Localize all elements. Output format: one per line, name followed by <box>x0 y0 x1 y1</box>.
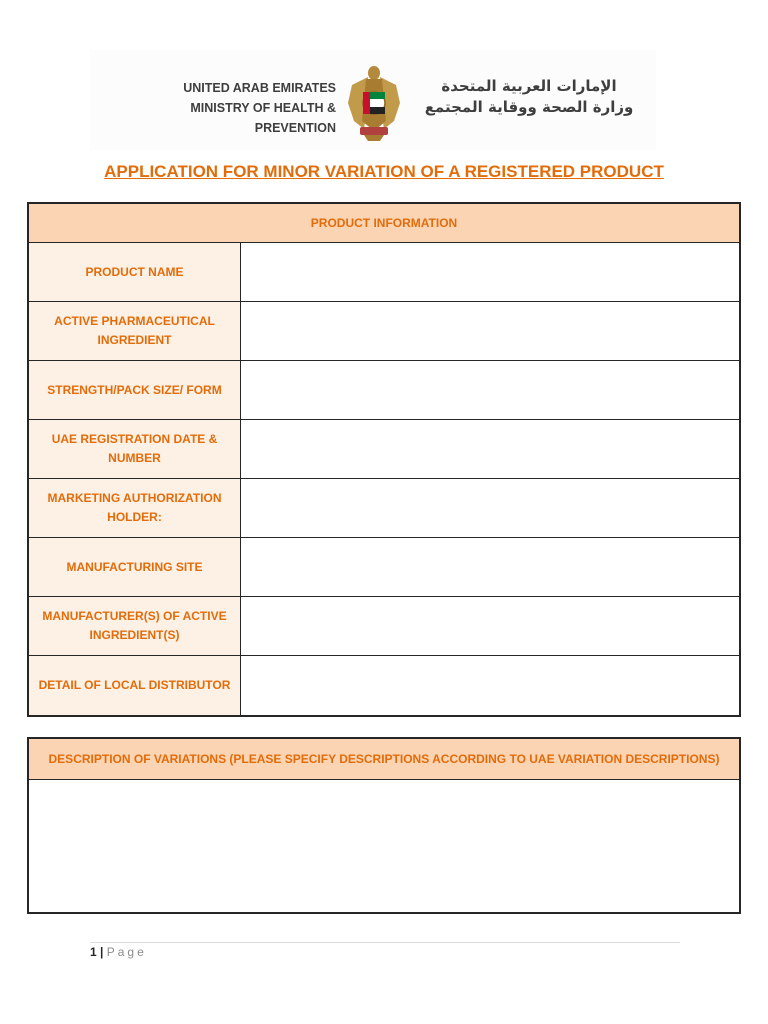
letterhead-ministry-ar: وزارة الصحة ووقاية المجتمع <box>424 98 634 116</box>
field-label-strength-pack-form: STRENGTH/PACK SIZE/ FORM <box>29 361 241 419</box>
table-row <box>29 656 739 715</box>
page-number: 1 <box>90 945 97 959</box>
uae-emblem-icon <box>344 63 404 143</box>
letterhead <box>90 50 656 150</box>
field-label-product-name: PRODUCT NAME <box>29 243 241 301</box>
field-value-api-manufacturers[interactable] <box>241 597 739 655</box>
table-row <box>29 361 739 420</box>
letterhead-country: UNITED ARAB EMIRATES <box>183 81 336 95</box>
variations-section <box>27 737 741 914</box>
letterhead-english <box>108 78 336 138</box>
letterhead-ministry: MINISTRY OF HEALTH & PREVENTION <box>190 101 336 135</box>
table-row <box>29 538 739 597</box>
table-row <box>29 479 739 538</box>
field-label-registration-date-number: UAE REGISTRATION DATE & NUMBER <box>29 420 241 478</box>
field-value-product-name[interactable] <box>241 243 739 301</box>
footer-divider <box>90 942 680 943</box>
field-label-local-distributor: DETAIL OF LOCAL DISTRIBUTOR <box>29 656 241 715</box>
field-value-registration-date-number[interactable] <box>241 420 739 478</box>
product-information-header: PRODUCT INFORMATION <box>29 204 739 243</box>
field-label-manufacturing-site: MANUFACTURING SITE <box>29 538 241 596</box>
page-word: Page <box>106 945 147 959</box>
field-label-active-ingredient: ACTIVE PHARMACEUTICAL INGREDIENT <box>29 302 241 360</box>
variations-header: DESCRIPTION OF VARIATIONS (PLEASE SPECIFY DESCRIPTIONS ACCORDING TO UAE VARIATION DESCRIPTIONS) <box>29 739 739 780</box>
table-row <box>29 597 739 656</box>
field-label-marketing-authorization-holder: MARKETING AUTHORIZATION HOLDER: <box>29 479 241 537</box>
field-value-marketing-authorization-holder[interactable] <box>241 479 739 537</box>
table-row <box>29 420 739 479</box>
page-separator: | <box>100 945 104 959</box>
field-value-active-ingredient[interactable] <box>241 302 739 360</box>
field-value-manufacturing-site[interactable] <box>241 538 739 596</box>
variations-description-field[interactable] <box>29 780 739 913</box>
letterhead-country-ar: الإمارات العربية المتحدة <box>441 77 617 95</box>
page-footer <box>90 945 147 959</box>
field-value-local-distributor[interactable] <box>241 656 739 715</box>
product-information-table <box>27 202 741 717</box>
table-row <box>29 302 739 361</box>
letterhead-arabic <box>417 76 641 118</box>
document-title: APPLICATION FOR MINOR VARIATION OF A REGISTERED PRODUCT <box>104 162 664 181</box>
table-row <box>29 243 739 302</box>
field-label-api-manufacturers: MANUFACTURER(S) OF ACTIVE INGREDIENT(S) <box>29 597 241 655</box>
field-value-strength-pack-form[interactable] <box>241 361 739 419</box>
